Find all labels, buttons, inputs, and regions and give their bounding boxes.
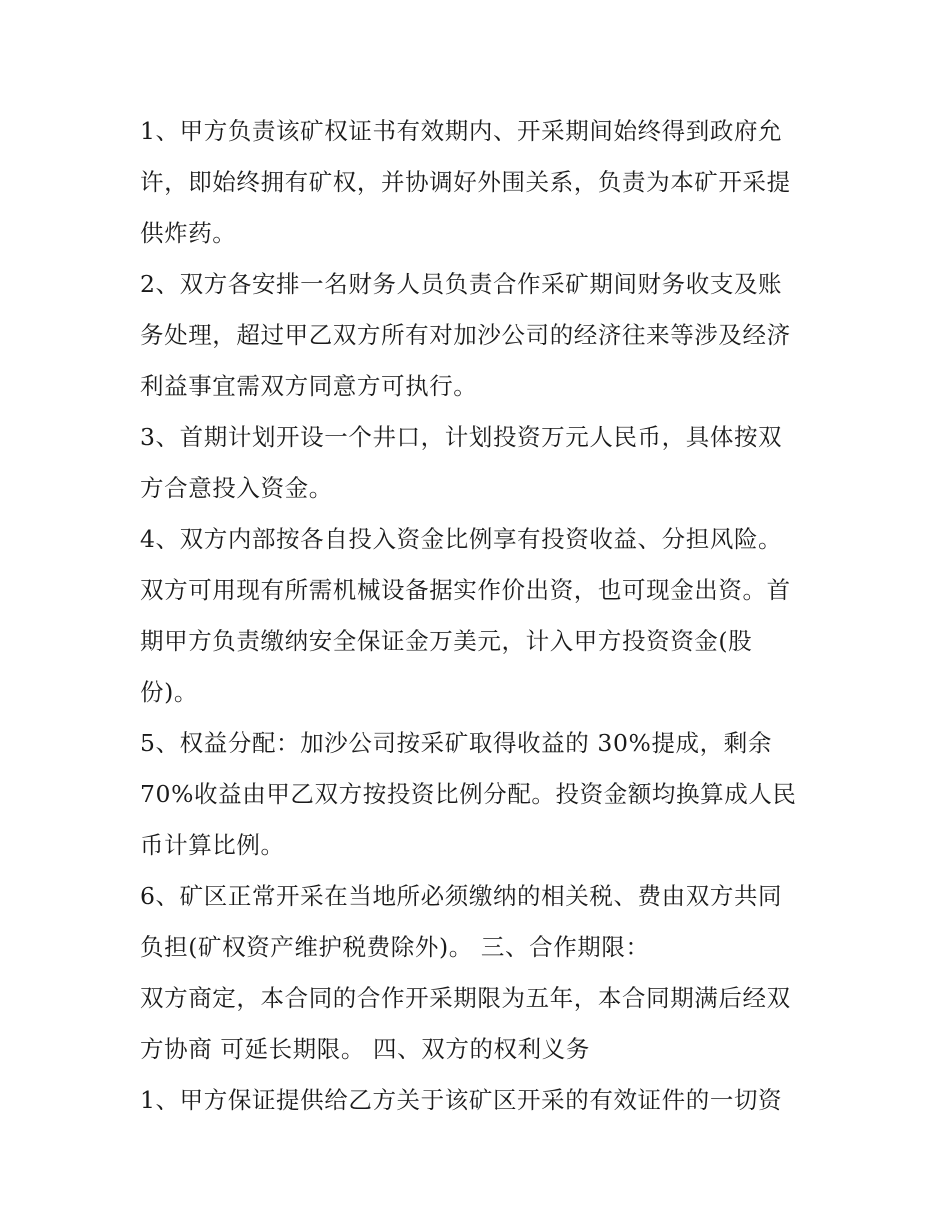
text-line: 期甲方负责缴纳安全保证金万美元，计入甲方投资资金(股 — [140, 627, 753, 655]
text-line: 份)。 — [140, 678, 198, 706]
text-line: 5、权益分配：加沙公司按采矿取得收益的 30%提成，剩余 — [140, 729, 772, 757]
text-line: 许，即始终拥有矿权，并协调好外围关系，负责为本矿开采提 — [140, 168, 791, 196]
text-line: 70%收益由甲乙双方按投资比例分配。投资金额均换算成人民 — [140, 780, 797, 808]
text-line: 2、双方各安排一名财务人员负责合作采矿期间财务收支及账 — [140, 270, 783, 298]
text-line: 币计算比例。 — [140, 831, 285, 859]
text-line: 1、甲方保证提供给乙方关于该矿区开采的有效证件的一切资 — [140, 1086, 783, 1114]
text-line: 利益事宜需双方同意方可执行。 — [140, 372, 478, 400]
text-line: 1、甲方负责该矿权证书有效期内、开采期间始终得到政府允 — [140, 117, 783, 145]
text-line: 供炸药。 — [140, 219, 237, 247]
text-line: 负担(矿权资产维护税费除外)。 三、合作期限： — [140, 933, 650, 961]
text-line: 方协商 可延长期限。 四、双方的权利义务 — [140, 1035, 590, 1063]
text-line: 6、矿区正常开采在当地所必须缴纳的相关税、费由双方共同 — [140, 882, 783, 910]
text-line: 方合意投入资金。 — [140, 474, 333, 502]
text-line: 3、首期计划开设一个井口，计划投资万元人民币，具体按双 — [140, 423, 783, 451]
document-body — [140, 106, 820, 1126]
text-line: 务处理，超过甲乙双方所有对加沙公司的经济往来等涉及经济 — [140, 321, 791, 349]
text-line: 双方商定，本合同的合作开采期限为五年，本合同期满后经双 — [140, 984, 791, 1012]
text-line: 4、双方内部按各自投入资金比例享有投资收益、分担风险。 — [140, 525, 783, 553]
text-line: 双方可用现有所需机械设备据实作价出资，也可现金出资。首 — [140, 576, 791, 604]
